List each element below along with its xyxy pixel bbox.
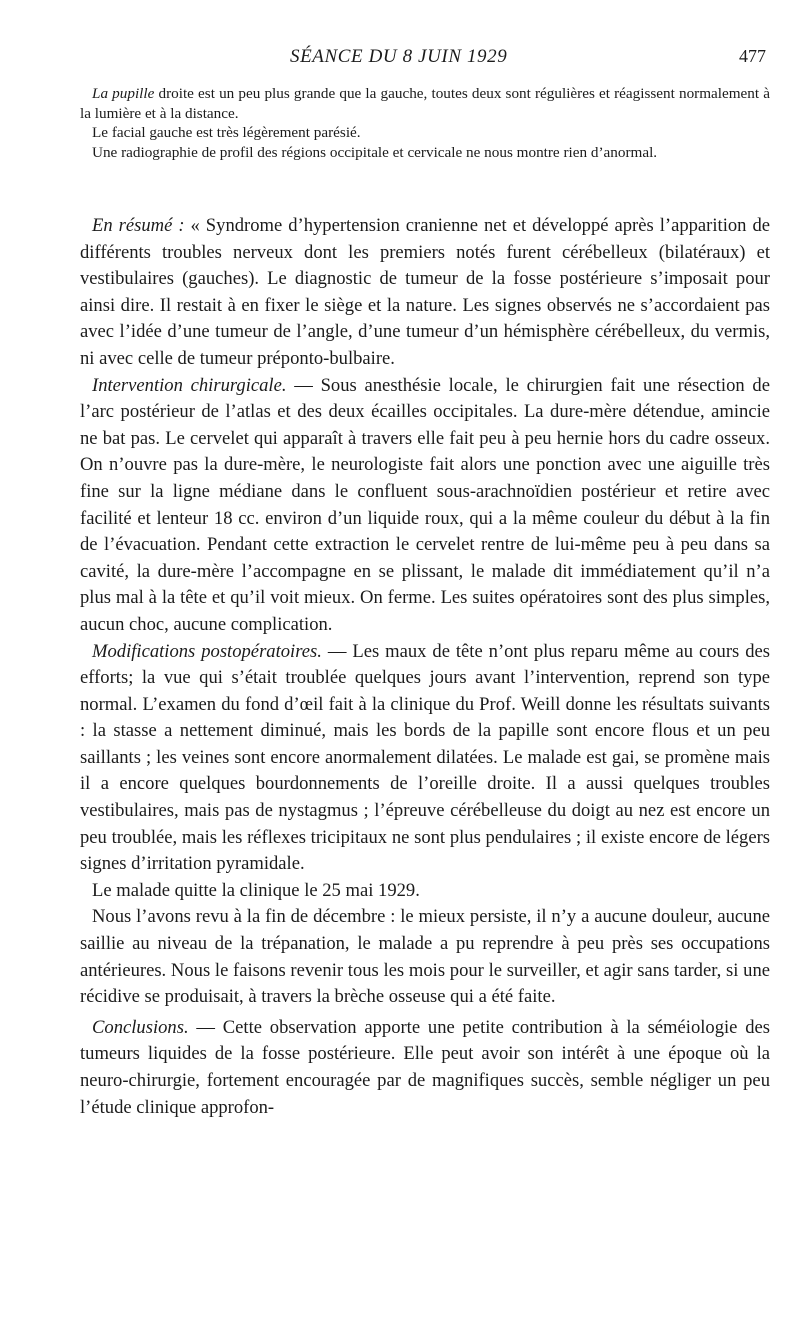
lead-resume: En résumé : [92, 215, 185, 236]
page-number: 477 [739, 46, 766, 66]
paragraph-resume [80, 213, 770, 373]
running-title: SÉANCE DU 8 JUIN 1929 [290, 46, 508, 67]
paragraph-conclusions [80, 1015, 770, 1121]
lead-intervention: Intervention chirurgicale. [92, 374, 287, 396]
running-header [0, 46, 800, 72]
paragraph-modifications [80, 639, 770, 878]
small-print-section [80, 84, 770, 162]
main-text-section [80, 213, 770, 1121]
paragraph-quitte: Le malade quitte la clinique le 25 mai 1929. [92, 879, 420, 901]
paragraph-facial: Le facial gauche est très légèrement parésié. [92, 124, 361, 141]
lead-modifications: Modifications postopératoires. [92, 640, 322, 662]
paragraph-pupille [80, 84, 770, 123]
text-modifications: — Les maux de tête n’ont plus reparu même au cours des efforts; la vue qui s’était troublée quelques jours avant l’intervention, reprend son type normal. L’examen du fond d’œil fait à la clinique du Prof. Weill donne les résultats suivants : la stasse a nettement diminué, mais les bords de la papille sont encore flous et un peu saillants ; les veines sont encore anormalement dilatées. Le malade est gai, se promène mais il a encore quelques bourdonnements de l’oreille droite. Il a aussi quelques troubles vestibulaires, mais pas de nystagmus ; l’épreuve cérébelleuse du doigt au nez est encore un peu troublée, mais les réflexes tricipitaux ne sont plus pendulaires ; il existe encore de légers signes d’irritation pyramidale. [80, 640, 770, 875]
text-conclusions: — Cette observation apporte une petite contribution à la séméiologie des tumeurs liquides de la fosse postérieure. Elle peut avoir son intérêt à une époque où la neuro-chirurgie, fortement encouragée par de magnifiques succès, semble négliger un peu l’étude clinique approfon- [80, 1016, 770, 1118]
text-resume: « Syndrome d’hypertension cranienne net et développé après l’apparition de différents troubles nerveux dont les premiers notés furent cérébelleux (bilatéraux) et vestibulaires (gauches). Le diagnostic de tumeur de la fosse postérieure s’imposait pour ainsi dire. Il restait à en fixer le siège et la nature. Les signes observés ne s’accordaient pas avec l’idée d’une tumeur de l’angle, d’une tumeur d’un hémisphère cérébelleux, du vermis, ni avec celle de tumeur préponto-bulbaire. [80, 215, 770, 369]
lead-pupille: La pupille [92, 85, 155, 102]
text-pupille: droite est un peu plus grande que la gauche, toutes deux sont régulières et réagissent normalement à la lumière et à la distance. [80, 85, 770, 122]
paragraph-revu: Nous l’avons revu à la fin de décembre : le mieux persiste, il n’y a aucune douleur, aucune saillie au niveau de la trépanation, le malade a pu reprendre à peu près ses occupations antérieures. Nous le faisons revenir tous les mois pour le surveiller, et agir sans tarder, si une récidive se produisait, à travers la brèche osseuse qui a été faite. [80, 906, 770, 1008]
paragraph-intervention [80, 373, 770, 639]
text-intervention: — Sous anesthésie locale, le chirurgien fait une résection de l’arc postérieur de l’atlas et des deux écailles occipitales. La dure-mère détendue, amincie ne bat pas. Le cervelet qui apparaît à travers elle fait peu à peu hernie hors du cadre osseux. On n’ouvre pas la dure-mère, le neurologiste fait alors une ponction avec une aiguille très fine sur la ligne médiane dans le confluent sous-arachnoïdien postérieur et retire avec facilité et lenteur 18 cc. environ d’un liquide roux, qui a la même couleur du début à la fin de l’évacuation. Pendant cette extraction le cervelet rentre de lui-même peu à peu dans sa cavité, la dure-mère l’accompagne en se plissant, le malade dit immédiatement qu’il n’a plus mal à la tête et qu’il voit mieux. On ferme. Les suites opératoires sont des plus simples, aucun choc, aucune complication. [80, 374, 770, 635]
lead-conclusions: Conclusions. [92, 1016, 189, 1038]
paragraph-radiographie: Une radiographie de profil des régions occipitale et cervicale ne nous montre rien d’anormal. [92, 143, 658, 161]
